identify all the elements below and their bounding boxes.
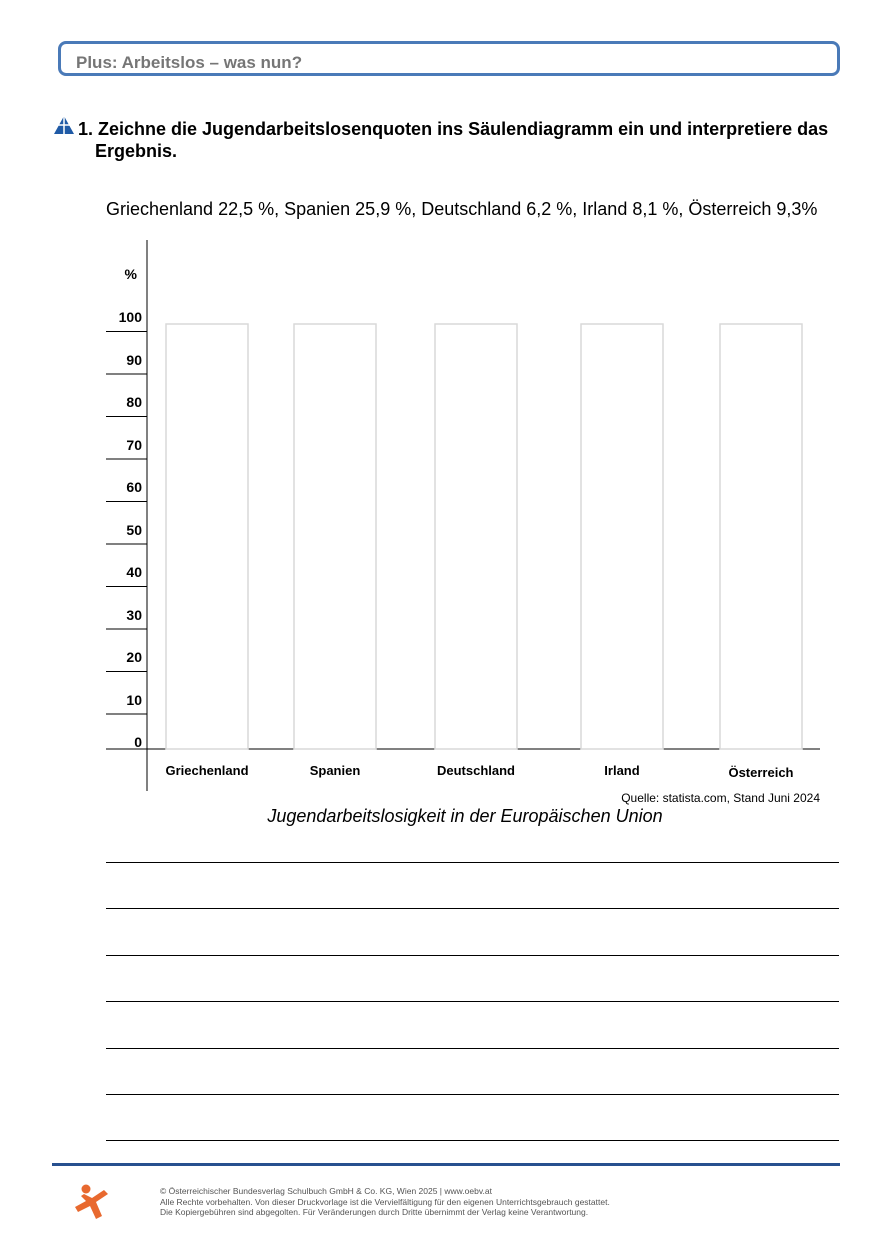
answer-line — [106, 955, 839, 956]
y-tick-label: 50 — [126, 521, 142, 538]
answer-line — [106, 1001, 839, 1002]
y-tick-label: 0 — [134, 734, 142, 750]
footer-rule — [52, 1163, 840, 1166]
values-text: Griechenland 22,5 %, Spanien 25,9 %, Deutschland 6,2 %, Irland 8,1 %, Österreich 9,3% — [106, 199, 818, 219]
y-tick-label: 70 — [126, 436, 142, 453]
answer-line — [106, 908, 839, 909]
category-label: Griechenland — [165, 763, 249, 778]
footer-line-2: Alle Rechte vorbehalten. Von dieser Druckvorlage ist die Vervielfältigung für den eigenen Unterrichtsgebrauch gestattet. — [160, 1196, 610, 1207]
bar-outline — [294, 324, 376, 749]
task-line-1: 1. Zeichne die Jugendarbeitslosenquoten ins Säulendiagramm ein und interpretiere das — [78, 119, 829, 139]
task-line-2: Ergebnis. — [95, 141, 178, 161]
y-tick-label: 40 — [126, 564, 142, 580]
answer-line — [106, 1048, 839, 1049]
footer-line-1: © Österreichischer Bundesverlag Schulbuch GmbH & Co. KG, Wien 2025 | www.oebv.at — [160, 1186, 492, 1196]
bar-outline — [581, 324, 663, 749]
bar-outline — [166, 324, 248, 749]
category-label: Irland — [604, 763, 640, 778]
y-tick-label: 60 — [126, 479, 142, 495]
y-tick-label: 30 — [126, 606, 142, 623]
chart-source: Quelle: statista.com, Stand Juni 2024 — [621, 791, 820, 805]
y-tick-label: 80 — [126, 394, 142, 410]
answer-line — [106, 1140, 839, 1141]
y-tick-label: 20 — [126, 649, 142, 665]
category-label: Deutschland — [436, 763, 515, 778]
page-title: Plus: Arbeitslos – was nun? — [76, 53, 303, 72]
category-label: Spanien — [309, 763, 361, 778]
footer-line-3: Die Kopiergebühren sind abgegolten. Für Veränderungen durch Dritte übernimmt der Verlag keine Verantwortung. — [160, 1207, 589, 1217]
bar-outline — [435, 324, 517, 749]
footer-copyright — [160, 1186, 610, 1218]
answer-line — [106, 1094, 839, 1095]
bar-outline — [720, 324, 802, 749]
oebv-logo — [72, 1184, 112, 1220]
y-tick-label: 10 — [126, 691, 142, 708]
answer-line — [106, 862, 839, 863]
y-tick-label: 100 — [118, 309, 142, 325]
category-label: Österreich — [728, 765, 794, 780]
chart-title: Jugendarbeitslosigkeit in der Europäischen Union — [267, 806, 663, 826]
y-axis-unit: % — [124, 266, 137, 282]
y-tick-label: 90 — [126, 351, 142, 368]
